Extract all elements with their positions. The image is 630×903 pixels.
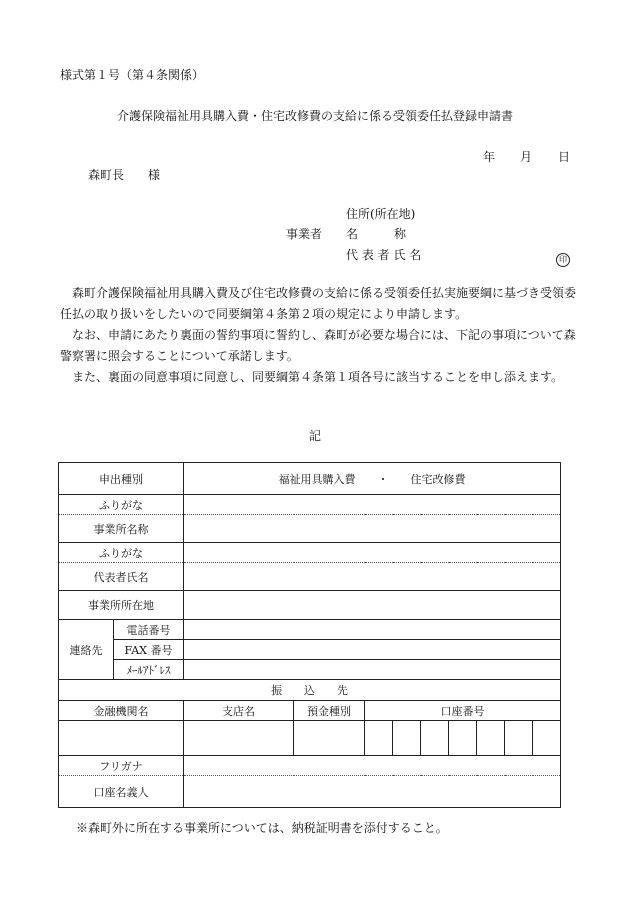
bank-label: 金融機関名 [59,701,184,721]
furigana-label-2: ふりがな [59,543,184,563]
date-day: 日 [558,150,571,164]
branch-field[interactable] [184,721,294,756]
account-digit[interactable] [393,721,421,756]
seal-mark: 印 [556,247,570,267]
rep-name-label: 代表者氏名 [59,563,184,591]
account-digit[interactable] [477,721,505,756]
paragraph-2: なお、申請にあたり裏面の誓約事項に誓約し、森町が必要な場合には、下記の事項について森警察署に照会することについて承諾します。 [60,328,576,363]
ki-marker: 記 [308,429,321,443]
form-number: 様式第１号（第４条関係） [60,68,205,82]
account-digit[interactable] [365,721,393,756]
contact-label: 連絡先 [59,620,114,680]
deposit-type-field[interactable] [294,721,365,756]
account-holder-label: 口座名義人 [59,776,184,808]
representative-label: 代 表 者 氏 名 [346,248,422,262]
phone-field[interactable] [184,620,561,640]
furigana-field-1[interactable] [184,495,561,515]
registration-table [58,462,561,808]
name-label: 名 称 [346,227,407,241]
account-holder-field[interactable] [184,776,561,808]
request-type-value[interactable]: 福祉用具購入費 ・ 住宅改修費 [184,463,561,495]
business-label: 事業者 [286,227,323,241]
deposit-type-label: 預金種別 [294,701,365,721]
date-year: 年 [483,150,496,164]
address-label: 住所(所在地) [346,207,416,221]
addressee: 森町長 様 [88,168,161,182]
account-digit[interactable] [505,721,533,756]
bank-field[interactable] [59,721,184,756]
office-name-label: 事業所名称 [59,515,184,543]
account-digit[interactable] [421,721,449,756]
furigana-field-2[interactable] [184,543,561,563]
fax-field[interactable] [184,640,561,660]
branch-label: 支店名 [184,701,294,721]
office-address-label: 事業所所在地 [59,591,184,620]
transfer-header: 振 込 先 [59,680,561,701]
footnote: ※森町外に所在する事業所については、納税証明書を添付すること。 [76,821,448,835]
furigana-label-1: ふりがな [59,495,184,515]
email-field[interactable] [184,660,561,680]
email-label: ﾒｰﾙｱﾄﾞﾚｽ [114,660,184,680]
kana-field[interactable] [184,756,561,776]
account-number-label: 口座番号 [365,701,561,721]
account-digit[interactable] [449,721,477,756]
kana-label: フリガナ [59,756,184,776]
rep-name-field[interactable] [184,563,561,591]
account-digit[interactable] [533,721,561,756]
fax-label: FAX 番号 [114,640,184,660]
phone-label: 電話番号 [114,620,184,640]
date-month: 月 [520,150,533,164]
office-address-field[interactable] [184,591,561,620]
office-name-field[interactable] [184,515,561,543]
request-type-label: 申出種別 [59,463,184,495]
paragraph-1: 森町介護保険福祉用具購入費及び住宅改修費の支給に係る受領委任払実施要綱に基づき受領委任払の取り扱いをしたいので同要綱第４条第２項の規定により申請します。 [60,286,577,321]
page-title: 介護保険福祉用具購入費・住宅改修費の支給に係る受領委任払登録申請書 [116,109,513,123]
paragraph-3: また、裏面の同意事項に同意し、同要綱第４条第１項各号に該当することを申し添えます。 [72,370,564,384]
